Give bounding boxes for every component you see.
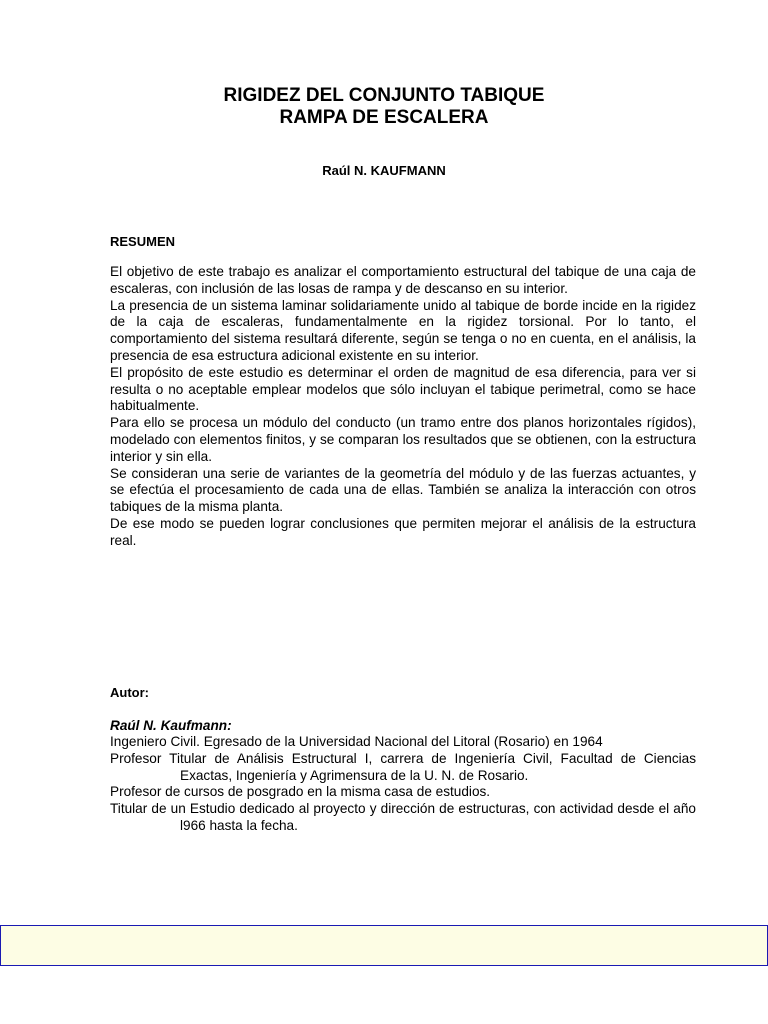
abstract-paragraph: Se consideran una serie de variantes de la geometría del módulo y de las fuerzas actuantes, y se efectúa el procesamiento de cada una de ellas. También se analiza la interacción con otros tabiques de la misma planta. — [110, 465, 696, 515]
abstract-body — [110, 264, 696, 550]
autor-heading: Autor: — [110, 685, 149, 700]
abstract-paragraph: La presencia de un sistema laminar solidariamente unido al tabique de borde incide en la rigidez de la caja de escaleras, fundamentalmente en la rigidez torsional. Por lo tanto, el comportamiento del sistema resultará diferente, según se tenga o no en cuenta, en el análisis, la presencia de esa estructura adicional existente en su interior. — [110, 297, 696, 363]
document-title-line-2: RAMPA DE ESCALERA — [279, 107, 489, 128]
document-title-line-1: RIGIDEZ DEL CONJUNTO TABIQUE — [223, 85, 545, 106]
bio-line: Ingeniero Civil. Egresado de la Universidad Nacional del Litoral (Rosario) en 1964 — [110, 734, 603, 749]
abstract-paragraph: El objetivo de este trabajo es analizar el comportamiento estructural del tabique de una caja de escaleras, con inclusión de las losas de rampa y de descanso en su interior. — [110, 264, 696, 296]
abstract-paragraph: De ese modo se pueden lograr conclusiones que permiten mejorar el análisis de la estructura real. — [110, 515, 696, 548]
bio-line: Profesor Titular de Análisis Estructural I, carrera de Ingeniería Civil, Facultad de Ciencias Exactas, Ingeniería y Agrimensura de la U. N. de Rosario. — [110, 750, 696, 783]
bio-line: Profesor de cursos de posgrado en la misma casa de estudios. — [110, 784, 491, 800]
author-bio — [110, 734, 696, 835]
bio-line: Titular de un Estudio dedicado al proyecto y dirección de estructuras, con actividad desde el año l966 hasta la fecha. — [110, 801, 696, 833]
document-author: Raúl N. KAUFMANN — [322, 163, 446, 178]
author-name: Raúl N. Kaufmann: — [110, 718, 232, 733]
resumen-heading: RESUMEN — [110, 234, 176, 249]
footer-box — [0, 925, 768, 966]
abstract-paragraph: Para ello se procesa un módulo del conducto (un tramo entre dos planos horizontales rígidos), modelado con elementos finitos, y se comparan los resultados que se obtienen, con la estructura interior y sin ella. — [110, 415, 696, 464]
abstract-paragraph: El propósito de este estudio es determinar el orden de magnitud de esa diferencia, para ver si resulta o no aceptable emplear modelos que sólo incluyan el tabique perimetral, como se hace habitualmente. — [110, 364, 696, 414]
